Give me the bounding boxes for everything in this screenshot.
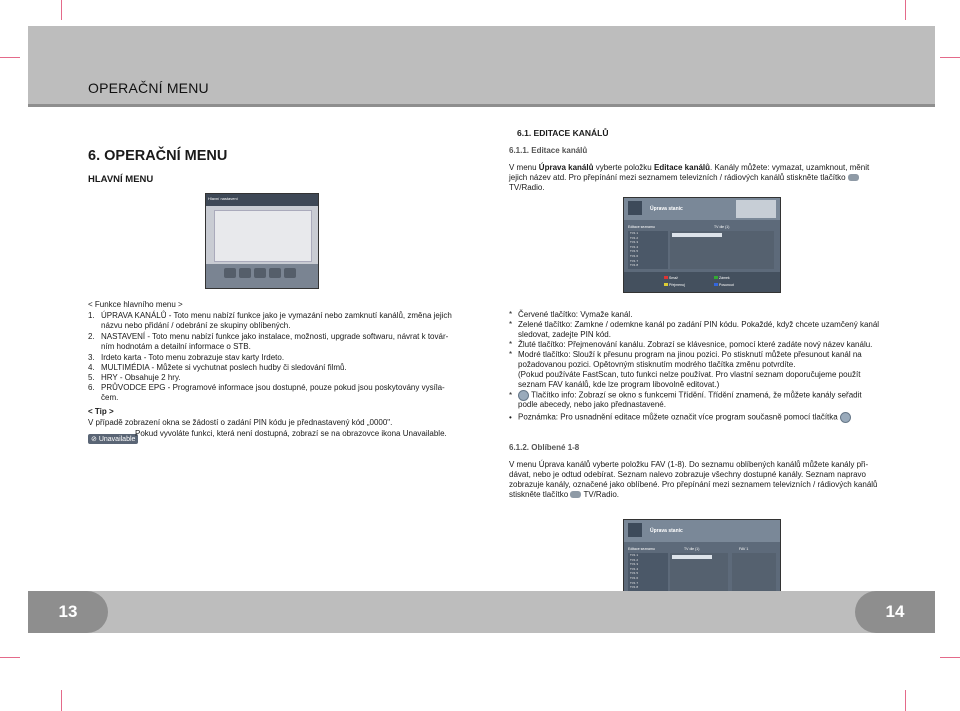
menu-icon [284, 268, 296, 278]
unavailable-badge [88, 428, 138, 446]
list-item: MULTIMÉDIA - Můžete si vychutnat poslech hudby či sledování filmů. [101, 363, 347, 372]
fav-text: TV/Radio. [583, 490, 620, 499]
section-title: 6.1. EDITACE KANÁLŮ [517, 128, 609, 138]
subsection-title: 6.1.1. Editace kanálů [509, 146, 588, 155]
screen-title: Úprava stanic [650, 206, 683, 212]
fav-line [509, 490, 619, 500]
menu-icon [239, 268, 251, 278]
intro-text: vyberte položku [593, 163, 654, 172]
intro-line [509, 173, 859, 183]
channel-row: TV1 1 [630, 231, 639, 235]
menu-icon [254, 268, 266, 278]
preview-window [736, 200, 776, 218]
bullet-item [509, 320, 879, 330]
menu-icon [224, 268, 236, 278]
screen-label: Hlavní nastavení [208, 196, 238, 201]
fav-tab: FAV 1 [739, 547, 749, 551]
bullet-text: Modré tlačítko: Slouží k přesunu program na jinou pozici. Po stisknutí můžete přesunout kanál na [518, 350, 862, 359]
list-item: HRY - Obsahuje 2 hry. [101, 373, 181, 382]
selected-row [672, 555, 712, 559]
page-number-left: 13 [28, 591, 108, 633]
channel-list [628, 231, 668, 269]
favorites-title: 6.1.2. Oblíbené 1-8 [509, 443, 580, 452]
list-tab: TV dle (1) [684, 547, 700, 551]
crop-mark [61, 690, 62, 711]
bullet-mark: * [509, 320, 513, 329]
channel-edit-screenshot [623, 197, 781, 293]
bullet-cont: seznam FAV kanálů, kde lze program libovolně editovat.) [518, 380, 720, 389]
bullet-cont: podle abecedy, nebo jako přednastavené. [518, 400, 666, 409]
selected-row [672, 233, 722, 237]
intro-line [509, 163, 869, 173]
crop-mark [61, 0, 62, 20]
intro-bold: Editace kanálů [653, 163, 711, 172]
bullet-item [509, 412, 851, 423]
page-header-title: OPERAČNÍ MENU [88, 80, 209, 96]
bullet-text: Zelené tlačítko: Zamkne / odemkne kanál po zadání PIN kódu. Pokaždé, když chcete uzamčený kanál [518, 320, 880, 329]
bullet-cont: (Pokud používáte FastScan, tuto funkci nelze používat. Pro vlastní seznam doporučujeme použít [518, 370, 861, 379]
channel-row: TV1 4 [630, 244, 639, 249]
screen-logo-icon [628, 201, 642, 215]
channel-row: TV1 6 [630, 575, 639, 580]
bullet-mark: * [509, 390, 513, 400]
list-item: Irdeto karta - Toto menu zobrazuje stav karty Irdeto. [101, 353, 285, 362]
list-item-number: 3. [88, 353, 95, 362]
channel-row: TV1 1 [630, 553, 639, 557]
tip-text: V případě zobrazení okna se žádostí o zadání PIN kódu je přednastavený kód „0000". [88, 418, 393, 427]
main-menu-screenshot [205, 193, 319, 289]
intro-bold: Úprava kanálů [538, 163, 594, 172]
legend-red: Smaž [668, 276, 678, 280]
intro-text: . Kanály můžete: vymazat, uzamknout, měnit [710, 163, 870, 172]
intro-text: V menu [509, 163, 539, 172]
unavailable-badge-label: Unavailable [98, 436, 136, 443]
block-icon: ⊘ [91, 436, 97, 443]
screen-title: Úprava stanic [650, 528, 683, 534]
channel-row: TV1 7 [630, 258, 639, 263]
crop-mark [0, 57, 20, 58]
crop-mark [940, 657, 960, 658]
list-item: ÚPRAVA KANÁLŮ - Toto menu nabízí funkce jako je vymazání nebo zamknutí kanálů, změna jejich [101, 311, 452, 320]
fav-line: V menu Úprava kanálů vyberte položku FAV (1-8). Do seznamu oblíbených kanálů můžete kanály při- [509, 460, 869, 469]
crop-mark [905, 0, 906, 20]
legend-green: Zámek [718, 276, 730, 280]
channel-row: TV1 8 [630, 585, 639, 590]
bullet-mark: • [509, 412, 512, 422]
bullet-mark: * [509, 350, 513, 359]
channel-list [628, 553, 668, 593]
chapter-title: 6. OPERAČNÍ MENU [88, 148, 228, 164]
crop-mark [0, 657, 20, 658]
section-subtitle: HLAVNÍ MENU [88, 174, 154, 185]
bullet-item [509, 350, 862, 360]
bullet-item [509, 340, 872, 350]
bullet-mark: * [509, 310, 513, 319]
bullet-text: Tlačítko info: Zobrazí se okno s funkcemi Třídění. Třídění znamená, že můžete kanály seřadit [531, 390, 862, 400]
list-item: NASTAVENÍ - Toto menu nabízí funkce jako instalace, možnosti, upgrade softwaru, návrat k továr- [101, 332, 449, 341]
intro-text: jejich název atd. Pro přepínání mezi seznamem televizních / rádiových kanálů stiskněte tlačítko [509, 173, 846, 182]
list-item-cont: čem. [101, 393, 119, 402]
list-item-cont: ním hodnotám a detailní informace o STB. [101, 342, 251, 351]
bullet-cont: sledovat, zadejte PIN kód. [518, 330, 611, 339]
tip-heading: < Tip > [88, 407, 114, 416]
channel-row: TV1 2 [630, 235, 639, 240]
bullet-text: Žluté tlačítko: Přejmenování kanálu. Zobrazí se klávesnice, pomocí které zadáte nový název kanálu. [518, 340, 873, 349]
bullet-text: Poznámka: Pro usnadnění editace můžete označit více program současně pomocí tlačítka [518, 412, 838, 422]
channel-row: TV1 5 [630, 571, 639, 576]
list-item: PRŮVODCE EPG - Programové informace jsou dostupné, pouze pokud jsou poskytovány vysíla- [101, 383, 445, 392]
channel-row: TV1 8 [630, 263, 639, 268]
bullet-cont: požadovanou pozici. Opětovným stisknutím modrého tlačítka změnu potvrdíte. [518, 360, 796, 369]
button-legend [624, 272, 780, 292]
screen-logo-icon [628, 523, 642, 537]
tv-radio-icon [570, 491, 581, 498]
bullet-item [509, 310, 632, 320]
list-item-cont: názvu nebo přidání / odebrání ze skupiny oblíbených. [101, 321, 291, 330]
legend-blue: Posunout [718, 283, 734, 287]
list-header: Editace seznamu [628, 225, 655, 229]
bullet-mark: * [509, 340, 513, 349]
list-item-number: 4. [88, 363, 95, 372]
channel-row: TV1 3 [630, 562, 639, 567]
functions-heading: < Funkce hlavního menu > [88, 300, 183, 309]
header-divider [28, 104, 935, 107]
ok-button-icon [840, 412, 851, 423]
list-item-number: 6. [88, 383, 95, 392]
bullet-text: Červené tlačítko: Vymaže kanál. [518, 310, 633, 319]
fav-text: stiskněte tlačítko [509, 490, 569, 499]
unavailable-text: Pokud vyvoláte funkci, která není dostupná, zobrazí se na obrazovce ikona Unavailable. [135, 429, 447, 438]
page-number-right: 14 [855, 591, 935, 633]
menu-icon [269, 268, 281, 278]
legend-yellow: Přejmenuj [668, 283, 685, 287]
fav-line: dávat, nebo je odtud odebírat. Seznam nalevo zobrazuje všechny dostupné kanály. Seznam napravo [509, 470, 866, 479]
channel-row: TV1 4 [630, 566, 639, 571]
list-item-number: 1. [88, 311, 95, 320]
channel-row: TV1 3 [630, 240, 639, 245]
list-item-number: 5. [88, 373, 95, 382]
list-header: Editace seznamu [628, 547, 655, 551]
intro-line: TV/Radio. [509, 183, 545, 192]
tv-radio-icon [848, 174, 859, 181]
list-item-number: 2. [88, 332, 95, 341]
channel-row: TV1 5 [630, 249, 639, 254]
crop-mark [905, 690, 906, 711]
channel-row: TV1 2 [630, 557, 639, 562]
fav-line: zobrazuje kanály, označené jako oblíbené. Pro přepínání mezi seznamem televizních / rádiových kanálů [509, 480, 878, 489]
footer-band [28, 591, 935, 633]
channel-row: TV1 7 [630, 580, 639, 585]
channel-row: TV1 6 [630, 253, 639, 258]
list-tab: TV dle (1) [714, 225, 730, 229]
crop-mark [940, 57, 960, 58]
